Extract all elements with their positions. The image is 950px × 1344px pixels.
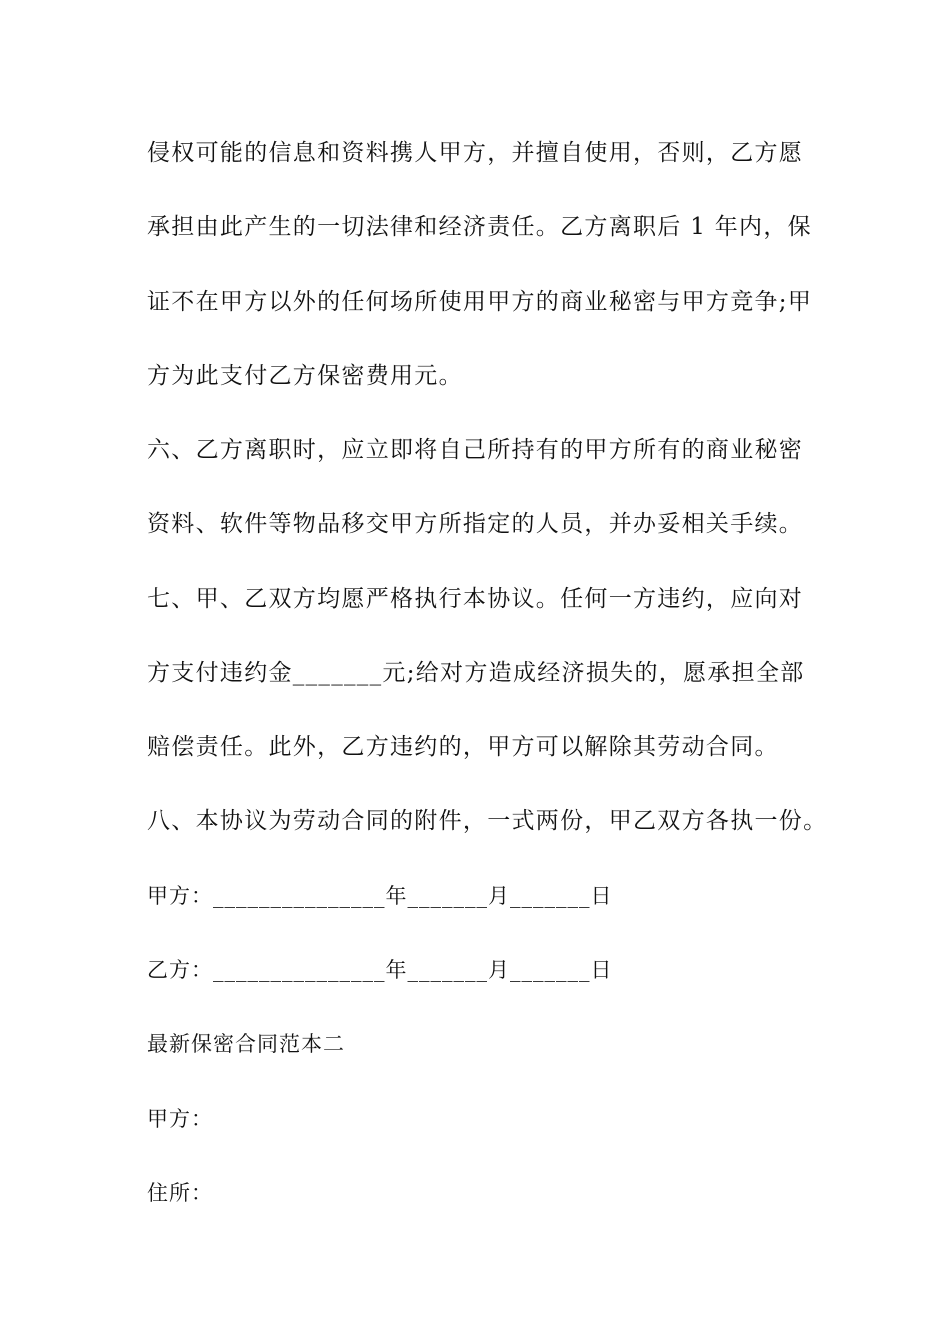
paragraph-line: 侵权可能的信息和资料携人甲方，并擅自使用，否则，乙方愿 <box>147 140 804 166</box>
paragraph-line: 赔偿责任。此外，乙方违约的，甲方可以解除其劳动合同。 <box>147 734 779 760</box>
party-a-label: 甲方： <box>147 1107 213 1131</box>
section-title: 最新保密合同范本二 <box>147 1032 345 1056</box>
paragraph-line: 承担由此产生的一切法律和经济责任。乙方离职后 1 年内，保 <box>147 214 812 240</box>
paragraph-line: 七、甲、乙双方均愿严格执行本协议。任何一方违约，应向对 <box>147 586 804 612</box>
signature-line-party-b: 乙方：_______________年_______月_______日 <box>147 958 613 982</box>
paragraph-line: 方支付违约金_______元;给对方造成经济损失的，愿承担全部 <box>147 660 805 686</box>
address-label: 住所： <box>147 1181 213 1205</box>
paragraph-line: 方为此支付乙方保密费用元。 <box>147 363 463 389</box>
paragraph-line: 六、乙方离职时，应立即将自己所持有的甲方所有的商业秘密 <box>147 437 804 463</box>
paragraph-line: 证不在甲方以外的任何场所使用甲方的商业秘密与甲方竞争;甲 <box>147 289 813 315</box>
signature-line-party-a: 甲方：_______________年_______月_______日 <box>147 884 613 908</box>
paragraph-line: 八、本协议为劳动合同的附件，一式两份，甲乙双方各执一份。 <box>147 808 828 834</box>
paragraph-line: 资料、软件等物品移交甲方所指定的人员，并办妥相关手续。 <box>147 511 804 537</box>
